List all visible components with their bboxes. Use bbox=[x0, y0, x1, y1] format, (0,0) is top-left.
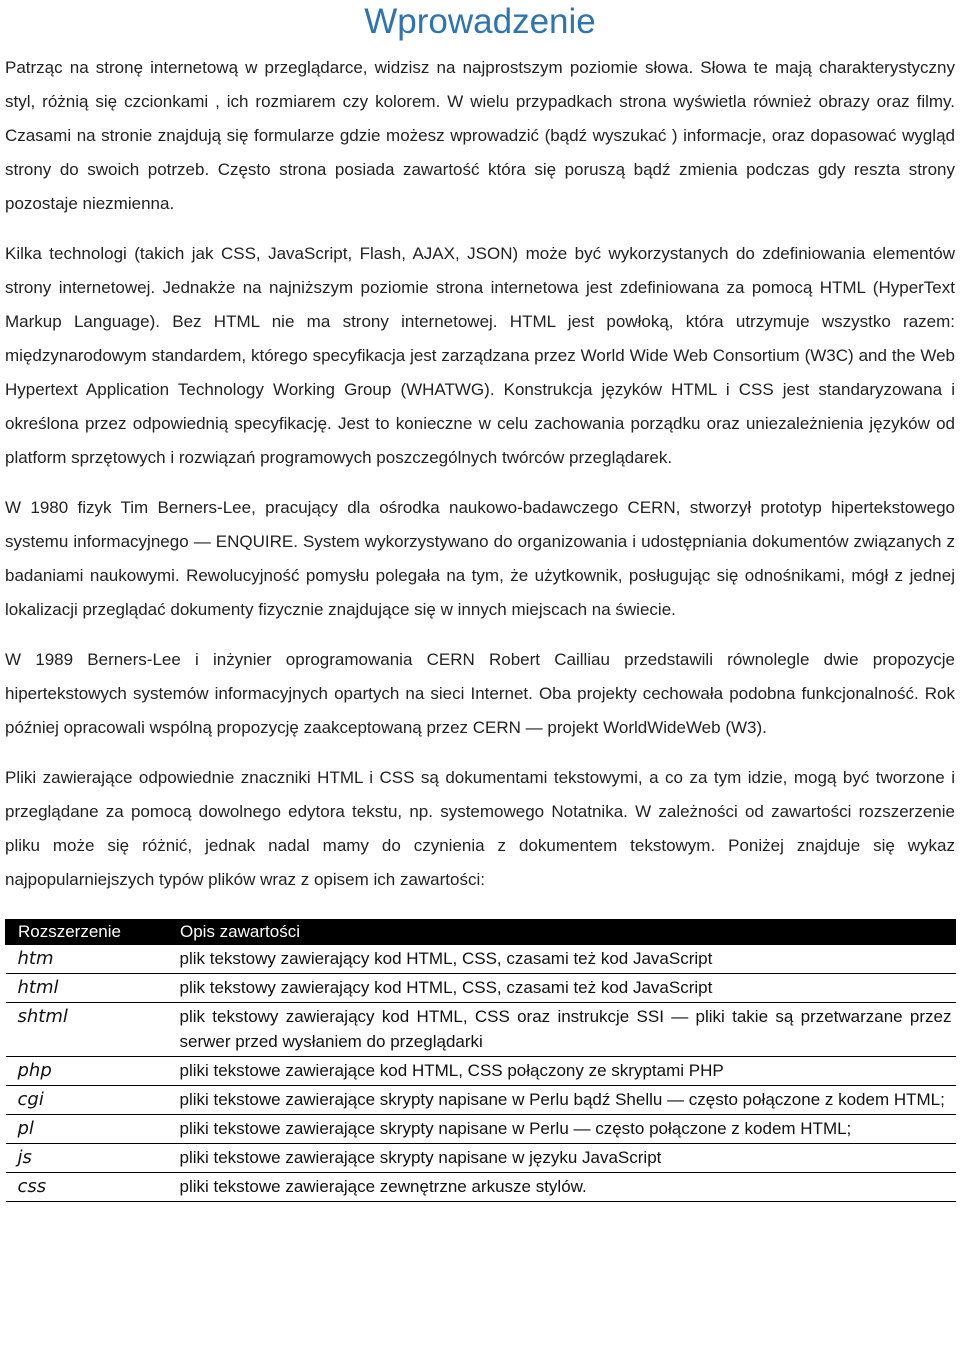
paragraph-file-types: Pliki zawierające odpowiednie znaczniki HTML i CSS są dokumentami tekstowymi, a co za tym idzie, mogą być tworzone i przeglądane za pomocą dowolnego edytora tekstu, np. systemowego Notatnika. W zależności od zawartości rozszerzenie pliku może się różnić, jednak nadal mamy do czynienia z dokumentem tekstowym. Poniżej znajduje się wykaz najpopularniejszych typów plików wraz z opisem ich zawartości: bbox=[5, 768, 955, 889]
extension-cell: css bbox=[6, 1173, 168, 1202]
description-cell: pliki tekstowe zawierające skrypty napisane w języku JavaScript bbox=[168, 1144, 956, 1173]
description-cell: pliki tekstowe zawierające skrypty napisane w Perlu — często połączone z kodem HTML; bbox=[168, 1115, 956, 1144]
header-extension: Rozszerzenie bbox=[6, 920, 168, 945]
paragraph-intro: Patrząc na stronę internetową w przeglądarce, widzisz na najprostszym poziomie słowa. Słowa te mają charakterystyczny styl, różnią się czcionkami , ich rozmiarem czy kolorem. W wielu przypadkach strona wyświetla również obrazy oraz filmy. Czasami na stronie znajdują się formularze gdzie możesz wprowadzić (bądź wyszukać ) informacje, oraz dopasować wygląd strony do swoich potrzeb. Często strona posiada zawartość która się poruszą bądź zmienia podczas gdy reszta strony pozostaje niezmienna. bbox=[5, 58, 955, 213]
extension-cell: pl bbox=[6, 1115, 168, 1144]
description-cell: pliki tekstowe zawierające zewnętrzne arkusze stylów. bbox=[168, 1173, 956, 1202]
table-row bbox=[6, 1173, 956, 1202]
description-cell: pliki tekstowe zawierające kod HTML, CSS połączony ze skryptami PHP bbox=[168, 1057, 956, 1086]
extension-cell: js bbox=[6, 1144, 168, 1173]
table-row bbox=[6, 945, 956, 974]
description-cell: plik tekstowy zawierający kod HTML, CSS, czasami też kod JavaScript bbox=[168, 974, 956, 1003]
description-cell: plik tekstowy zawierający kod HTML, CSS, czasami też kod JavaScript bbox=[168, 945, 956, 974]
table-row bbox=[6, 1057, 956, 1086]
extension-cell: htm bbox=[6, 945, 168, 974]
description-cell: plik tekstowy zawierający kod HTML, CSS oraz instrukcje SSI — pliki takie są przetwarzane przez serwer przed wysłaniem do przeglądarki bbox=[168, 1003, 956, 1057]
table-row bbox=[6, 974, 956, 1003]
file-extensions-table bbox=[5, 919, 956, 1202]
paragraph-worldwideweb: W 1989 Berners-Lee i inżynier oprogramowania CERN Robert Cailliau przedstawili równolegle dwie propozycje hipertekstowych systemów informacyjnych opartych na sieci Internet. Oba projekty cechowała podobna funkcjonalność. Rok później opracowali wspólną propozycję zaakceptowaną przez CERN — projekt WorldWideWeb (W3). bbox=[5, 650, 955, 737]
table-row bbox=[6, 1003, 956, 1057]
paragraph-enquire: W 1980 fizyk Tim Berners-Lee, pracujący dla ośrodka naukowo-badawczego CERN, stworzył prototyp hipertekstowego systemu informacyjnego — ENQUIRE. System wykorzystywano do organizowania i udostępniania dokumentów związanych z badaniami naukowymi. Rewolucyjność pomysłu polegała na tym, że użytkownik, posługując się odnośnikami, mógł z jednej lokalizacji przeglądać dokumenty fizycznie znajdujące się w innych miejscach na świecie. bbox=[5, 498, 955, 619]
table-row bbox=[6, 1086, 956, 1115]
paragraph-technologies: Kilka technologi (takich jak CSS, JavaScript, Flash, AJAX, JSON) może być wykorzystanych do zdefiniowania elementów strony internetowej. Jednakże na najniższym poziomie strona internetowa jest zdefiniowana za pomocą HTML (HyperText Markup Language). Bez HTML nie ma strony internetowej. HTML jest powłoką, która utrzymuje wszystko razem: międzynarodowym standardem, którego specyfikacja jest zarządzana przez World Wide Web Consortium (W3C) and the Web Hypertext Application Technology Working Group (WHATWG). Konstrukcja języków HTML i CSS jest standaryzowana i określona przez odpowiednią specyfikację. Jest to konieczne w celu zachowania porządku oraz uniezależnienia języków od platform sprzętowych i rozwiązań programowych poszczególnych twórców przeglądarek. bbox=[5, 244, 955, 467]
table-header-row bbox=[6, 920, 956, 945]
extension-cell: cgi bbox=[6, 1086, 168, 1115]
header-description: Opis zawartości bbox=[168, 920, 956, 945]
page-title: Wprowadzenie bbox=[364, 2, 596, 41]
description-cell: pliki tekstowe zawierające skrypty napisane w Perlu bądź Shellu — często połączone z kodem HTML; bbox=[168, 1086, 956, 1115]
extension-cell: shtml bbox=[6, 1003, 168, 1057]
table-row bbox=[6, 1144, 956, 1173]
table-row bbox=[6, 1115, 956, 1144]
extension-cell: php bbox=[6, 1057, 168, 1086]
extension-cell: html bbox=[6, 974, 168, 1003]
